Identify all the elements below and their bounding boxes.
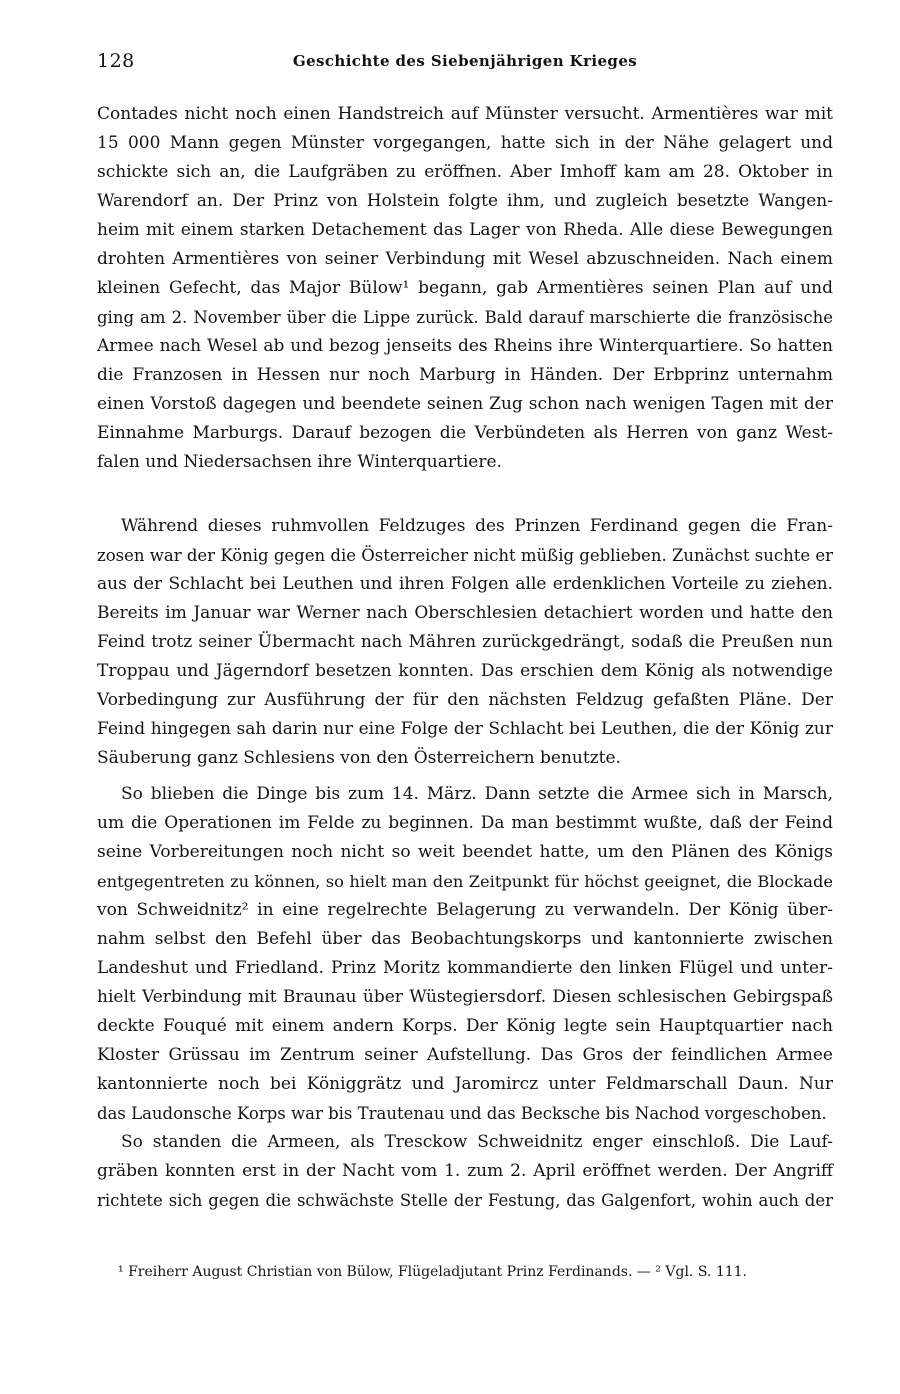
text-line: drohten Armentières von seiner Verbindung mit Wesel abzuschneiden. Nach einem — [97, 249, 833, 269]
running-title: Geschichte des Siebenjährigen Krieges — [292, 52, 638, 70]
text-line: nahm selbst den Befehl über das Beobachtungskorps und kantonnierte zwischen — [97, 929, 833, 949]
text-line: So standen die Armeen, als Tresckow Schweidnitz enger einschloß. Die Lauf- — [121, 1132, 833, 1152]
text-line: Während dieses ruhmvollen Feldzuges des Prinzen Ferdinand gegen die Fran- — [121, 516, 833, 536]
text-line: So blieben die Dinge bis zum 14. März. Dann setzte die Armee sich in Marsch, — [121, 784, 833, 804]
text-line: richtete sich gegen die schwächste Stelle der Festung, das Galgenfort, wohin auch der — [97, 1191, 833, 1210]
text-line: deckte Fouqué mit einem andern Korps. Der König legte sein Hauptquartier nach — [97, 1016, 833, 1036]
text-line: Landeshut und Friedland. Prinz Moritz kommandierte den linken Flügel und unter- — [97, 958, 833, 978]
text-line: das Laudonsche Korps war bis Trautenau und das Becksche bis Nachod vorgeschoben. — [97, 1104, 827, 1123]
text-line: entgegentreten zu können, so hielt man den Zeitpunkt für höchst geeignet, die Blockade — [97, 872, 833, 891]
text-line: Contades nicht noch einen Handstreich auf Münster versucht. Armentières war mit — [97, 104, 833, 124]
paragraph-4 — [97, 1128, 833, 1215]
text-line: Troppau und Jägerndorf besetzen konnten. Das erschien dem König als notwendige — [97, 661, 833, 681]
text-line: Warendorf an. Der Prinz von Holstein folgte ihm, und zugleich besetzte Wangen- — [97, 191, 833, 211]
text-line: kleinen Gefecht, das Major Bülow¹ begann, gab Armentières seinen Plan auf und — [97, 278, 833, 298]
text-line: gräben konnten erst in der Nacht vom 1. zum 2. April eröffnet werden. Der Angriff — [97, 1161, 833, 1181]
text-line: Feind trotz seiner Übermacht nach Mähren zurückgedrängt, sodaß die Preußen nun — [97, 632, 833, 652]
page-header — [97, 50, 833, 76]
text-line: schickte sich an, die Laufgräben zu eröffnen. Aber Imhoff kam am 28. Oktober in — [97, 162, 833, 182]
text-line: heim mit einem starken Detachement das Lager von Rheda. Alle diese Bewegungen — [97, 220, 833, 240]
text-line: 15 000 Mann gegen Münster vorgegangen, hatte sich in der Nähe gelagert und — [97, 133, 833, 153]
text-line: zosen war der König gegen die Österreicher nicht müßig geblieben. Zunächst suchte er — [97, 546, 833, 565]
text-line: Säuberung ganz Schlesiens von den Österreichern benutzte. — [97, 748, 621, 768]
text-line: von Schweidnitz² in eine regelrechte Belagerung zu verwandeln. Der König über- — [97, 900, 833, 920]
text-line: Armee nach Wesel ab und bezog jenseits des Rheins ihre Winterquartiere. So hatten — [97, 336, 833, 356]
text-line: kantonnierte noch bei Königgrätz und Jaromircz unter Feldmarschall Daun. Nur — [97, 1074, 833, 1094]
text-line: Feind hingegen sah darin nur eine Folge der Schlacht bei Leuthen, die der König zur — [97, 719, 833, 739]
text-line: aus der Schlacht bei Leuthen und ihren Folgen alle erdenklichen Vorteile zu ziehen. — [97, 574, 833, 594]
text-line: Vorbedingung zur Ausführung der für den nächsten Feldzug gefaßten Pläne. Der — [97, 690, 833, 710]
text-line: einen Vorstoß dagegen und beendete seinen Zug schon nach wenigen Tagen mit der — [97, 394, 833, 414]
text-line: Kloster Grüssau im Zentrum seiner Aufstellung. Das Gros der feindlichen Armee — [97, 1045, 833, 1065]
text-line: hielt Verbindung mit Braunau über Wüstegiersdorf. Diesen schlesischen Gebirgspaß — [97, 987, 833, 1007]
text-line: Einnahme Marburgs. Darauf bezogen die Verbündeten als Herren von ganz West- — [97, 423, 833, 443]
paragraph-1 — [97, 100, 833, 477]
text-line: seine Vorbereitungen noch nicht so weit beendet hatte, um den Plänen des Königs — [97, 842, 833, 862]
page-number: 128 — [97, 50, 135, 72]
text-line: falen und Niedersachsen ihre Winterquartiere. — [97, 452, 502, 472]
paragraph-2 — [97, 512, 833, 773]
text-line: die Franzosen in Hessen nur noch Marburg in Händen. Der Erbprinz unternahm — [97, 365, 833, 385]
text-line: ging am 2. November über die Lippe zurück. Bald darauf marschierte die französische — [97, 308, 833, 327]
text-line: um die Operationen im Felde zu beginnen. Da man bestimmt wußte, daß der Feind — [97, 813, 833, 833]
text-line: Bereits im Januar war Werner nach Oberschlesien detachiert worden und hatte den — [97, 603, 833, 623]
footnotes: ¹ Freiherr August Christian von Bülow, Flügeladjutant Prinz Ferdinands. — ² Vgl. S. 111. — [118, 1264, 747, 1280]
paragraph-3 — [97, 780, 833, 1128]
